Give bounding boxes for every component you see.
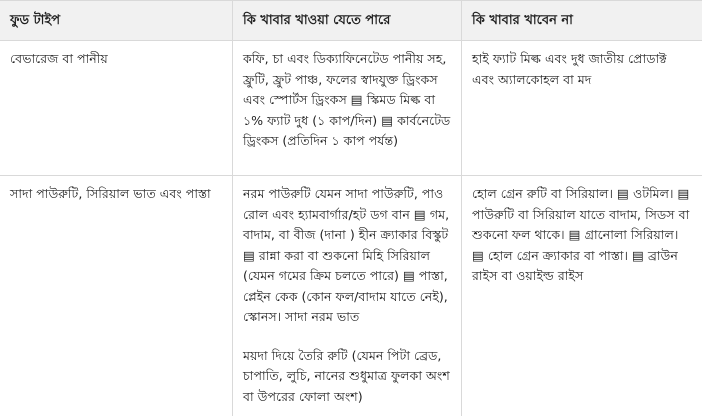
allowed-foods-cell — [232, 176, 461, 416]
allowed-foods-cell — [232, 41, 461, 175]
allowed-foods-text: কফি, চা এবং ডিক্যাফিনেটেড পানীয় সহ, ফ্রুটি, ফ্রুট পাঞ্চ, ফলের স্বাদযুক্ত ড্রিংকস এবং স্পোর্টস ড্রিংকস ▤ স্কিমড মিল্ক বা ১% ফ্যাট দুধ (১ কাপ/দিন) ▤ কার্বনেটেড ড্রিংকস (প্রতিদিন ১ কাপ পর্যন্ত) — [243, 51, 451, 148]
table-header-row — [0, 0, 702, 41]
header-allowed-foods: কি খাবার খাওয়া যেতে পারে — [232, 1, 461, 40]
allowed-foods-text: ময়দা দিয়ে তৈরি রুটি (যেমন পিটা ব্রেড, চাপাতি, লুচি, নানের শুধুমাত্র ফুলকা অংশ বা উপরের ফোলা অংশ) — [243, 347, 450, 404]
allowed-foods-text: নরম পাউরুটি যেমন সাদা পাউরুটি, পাও রোল এবং হ্যামবার্গার/হট ডগ বান ▤ গম, বাদাম, বা বীজ (দানা ) হীন ক্র্যাকার বিস্কুট ▤ রান্না করা বা শুকনো মিহি সিরিয়াল (যেমন গমের ক্রিম চলতে পারে) ▤ পাস্তা, প্লেইন কেক (কোন ফল/বাদাম যাতে নেই), স্কোনস। সাদা নরম ভাত — [243, 186, 450, 324]
food-type-cell: সাদা পাউরুটি, সিরিয়াল ভাত এবং পাস্তা — [10, 186, 211, 201]
header-avoid-foods: কি খাবার খাবেন না — [461, 1, 702, 40]
avoid-foods-cell: হোল গ্রেন রুটি বা সিরিয়াল। ▤ ওটমিল। ▤ পাউরুটি বা সিরিয়াল যাতে বাদাম, সিডস বা শুকনো ফল থাকে। ▤ গ্রানোলা সিরিয়াল। ▤ হোল গ্রেন ক্র্যাকার বা পাস্তা। ▤ ব্রাউন রাইস বা ওয়াইল্ড রাইস — [461, 176, 702, 416]
food-type-cell: বেভারেজ বা পানীয় — [10, 51, 108, 66]
table-row — [0, 41, 702, 176]
header-food-type: ফুড টাইপ — [10, 13, 61, 28]
table-row — [0, 176, 702, 416]
avoid-foods-cell: হাই ফ্যাট মিল্ক এবং দুধ জাতীয় প্রোডাক্ট এবং অ্যালকোহল বা মদ — [461, 41, 702, 175]
